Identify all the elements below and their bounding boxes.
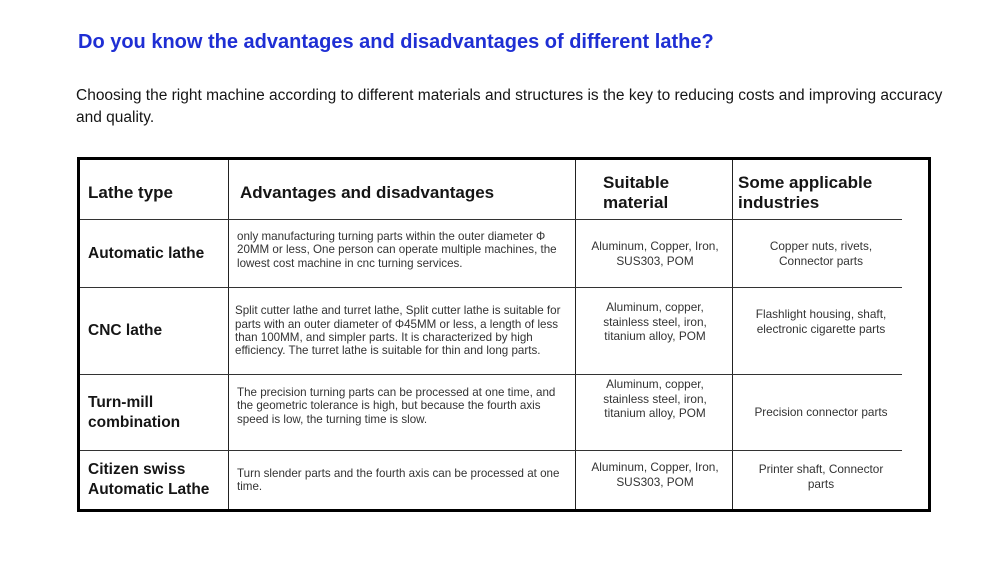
lathe-type-name: Citizen swiss Automatic Lathe [88, 461, 210, 498]
table-row-industries [744, 288, 898, 356]
lathe-type-name: Automatic lathe [88, 244, 205, 262]
table-row-material [588, 288, 722, 356]
advantages-text: Split cutter lathe and turret lathe, Split cutter lathe is suitable for parts with an outer diameter of Φ45MM or less, a length of less than 100MM, and simpler parts. It is characterized by high efficiency. The turret lathe is suitable for thin and long parts. [235, 304, 561, 358]
industries-text: Copper nuts, rivets, Connector parts [769, 238, 873, 268]
header-lathe-type-label: Lathe type [88, 183, 174, 202]
table-row-type [88, 220, 226, 287]
column-divider [575, 160, 576, 509]
advantages-text: only manufacturing turning parts within the outer diameter Φ 20MM or less, One person can operate multiple machines, the lowest cost machine in cnc turning services. [237, 229, 557, 270]
lathe-comparison-table [77, 157, 931, 512]
advantages-text: The precision turning parts can be processed at one time, and the geometric tolerance is high, but because the fourth axis speed is low, the turning time is slow. [237, 385, 556, 426]
header-industries-label: Some applicable industries [738, 173, 873, 212]
industries-text: Flashlight housing, shaft, electronic cigarette parts [755, 307, 887, 336]
header-advantages-label: Advantages and disadvantages [240, 183, 495, 202]
table-row-material [588, 451, 722, 499]
lathe-type-name: CNC lathe [88, 322, 163, 339]
header-advantages [240, 172, 570, 214]
table-row-advantages [235, 288, 567, 374]
table-row-type [88, 288, 226, 374]
material-text: Aluminum, Copper, Iron, SUS303, POM [591, 238, 719, 268]
header-industries [738, 172, 920, 214]
table-row-advantages [237, 451, 567, 509]
header-material-label: Suitable material [603, 173, 670, 212]
industries-text: Printer shaft, Connector parts [758, 462, 884, 491]
column-divider [732, 160, 733, 509]
page-title: Do you know the advantages and disadvantages of different lathe? [78, 31, 714, 53]
table-row-industries [744, 375, 898, 450]
column-divider [228, 160, 229, 509]
header-material [603, 172, 715, 214]
header-lathe-type [88, 172, 226, 214]
table-row-advantages [237, 220, 567, 280]
industries-text: Precision connector parts [754, 405, 888, 420]
material-text: Aluminum, copper, stainless steel, iron, titanium alloy, POM [603, 377, 707, 421]
table-row-industries [750, 220, 892, 287]
material-text: Aluminum, Copper, Iron, SUS303, POM [591, 460, 719, 489]
table-row-type [88, 451, 226, 509]
advantages-text: Turn slender parts and the fourth axis can be processed at one time. [237, 466, 560, 493]
table-row-industries [744, 451, 898, 503]
table-row-advantages [237, 375, 567, 437]
table-row-material [588, 375, 722, 423]
material-text: Aluminum, copper, stainless steel, iron, titanium alloy, POM [603, 300, 707, 344]
intro-paragraph: Choosing the right machine according to different materials and structures is the key to reducing costs and improving accuracy and quality. [76, 87, 943, 126]
table-row-material [588, 220, 722, 287]
lathe-type-name: Turn-mill combination [88, 393, 181, 431]
table-row-type [88, 375, 226, 450]
